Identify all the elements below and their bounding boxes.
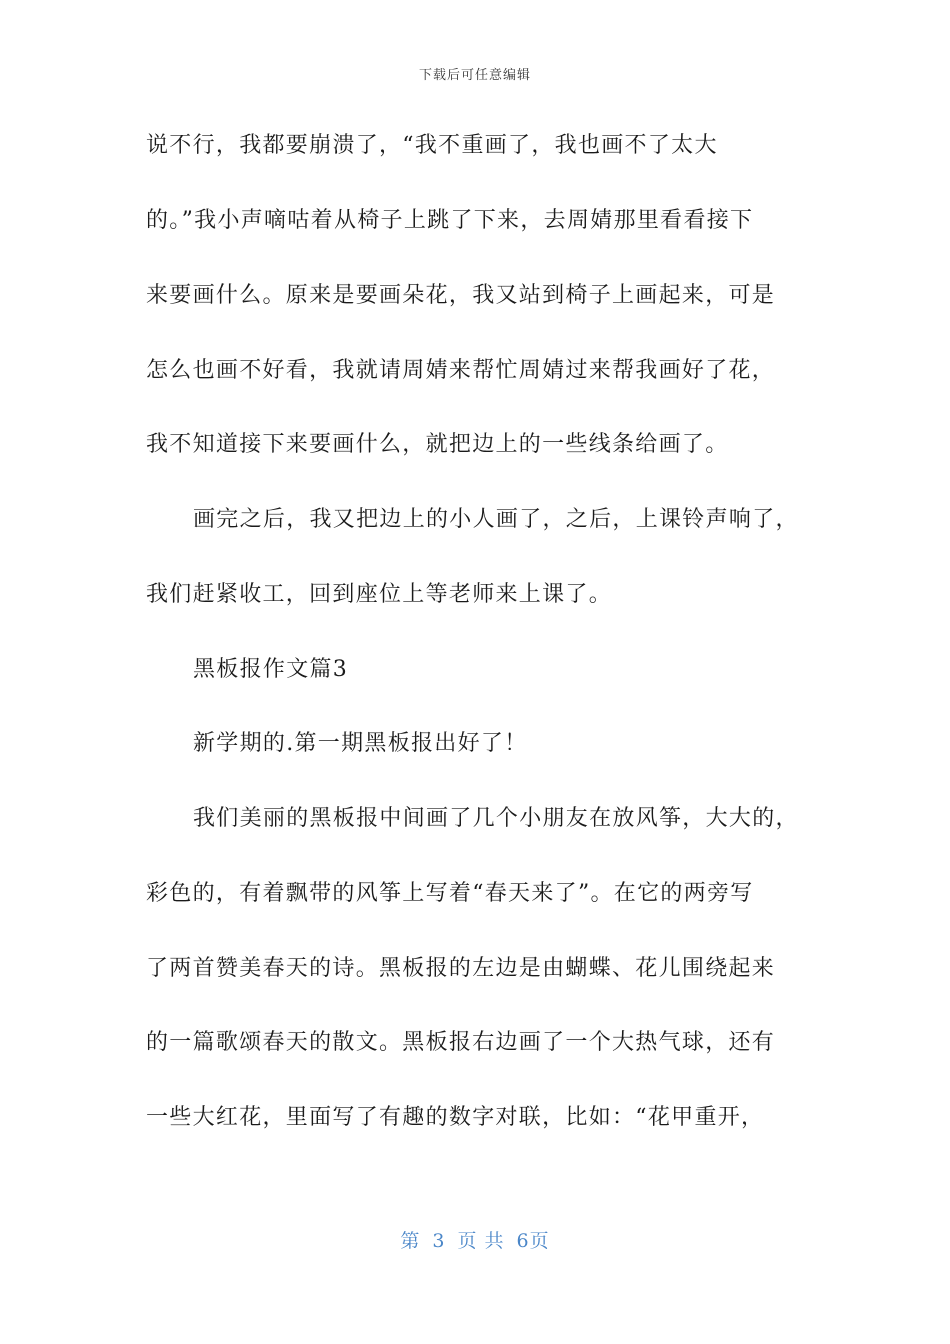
page-header: 下载后可任意编辑 — [418, 68, 531, 83]
text-line: 我们赶紧收工，回到座位上等老师来上课了。 — [146, 582, 613, 607]
total-pages: 6页 — [516, 1230, 550, 1252]
text-line: 的。”我小声嘀咕着从椅子上跳了下来，去周婧那里看看接下 — [146, 208, 754, 233]
section-heading: 黑板报作文篇3 — [193, 657, 349, 682]
page-label-prefix: 第 — [400, 1230, 421, 1252]
text-line: 的一篇歌颂春天的散文。黑板报右边画了一个大热气球，还有 — [146, 1030, 776, 1055]
text-line: 我不知道接下来要画什么，就把边上的一些线条给画了。 — [146, 432, 729, 457]
text-line: 一些大红花，里面写了有趣的数字对联，比如：“花甲重开， — [146, 1105, 765, 1130]
text-line: 彩色的，有着飘带的风筝上写着“春天来了”。在它的两旁写 — [146, 881, 754, 906]
current-page-number: 3 — [432, 1230, 446, 1252]
text-line: 来要画什么。原来是要画朵花，我又站到椅子上画起来，可是 — [146, 283, 776, 308]
paragraph-first-line: 我们美丽的黑板报中间画了几个小朋友在放风筝，大大的， — [193, 806, 799, 831]
page-label-middle: 页 共 — [457, 1230, 505, 1252]
page-footer — [0, 1226, 950, 1253]
text-line: 怎么也画不好看，我就请周婧来帮忙周婧过来帮我画好了花， — [146, 358, 776, 383]
text-line: 了两首赞美春天的诗。黑板报的左边是由蝴蝶、花儿围绕起来 — [146, 956, 776, 981]
paragraph-first-line: 新学期的.第一期黑板报出好了！ — [193, 731, 528, 756]
paragraph-first-line: 画完之后，我又把边上的小人画了，之后，上课铃声响了， — [193, 507, 799, 532]
text-line: 说不行，我都要崩溃了，“我不重画了，我也画不了太大 — [146, 133, 718, 158]
